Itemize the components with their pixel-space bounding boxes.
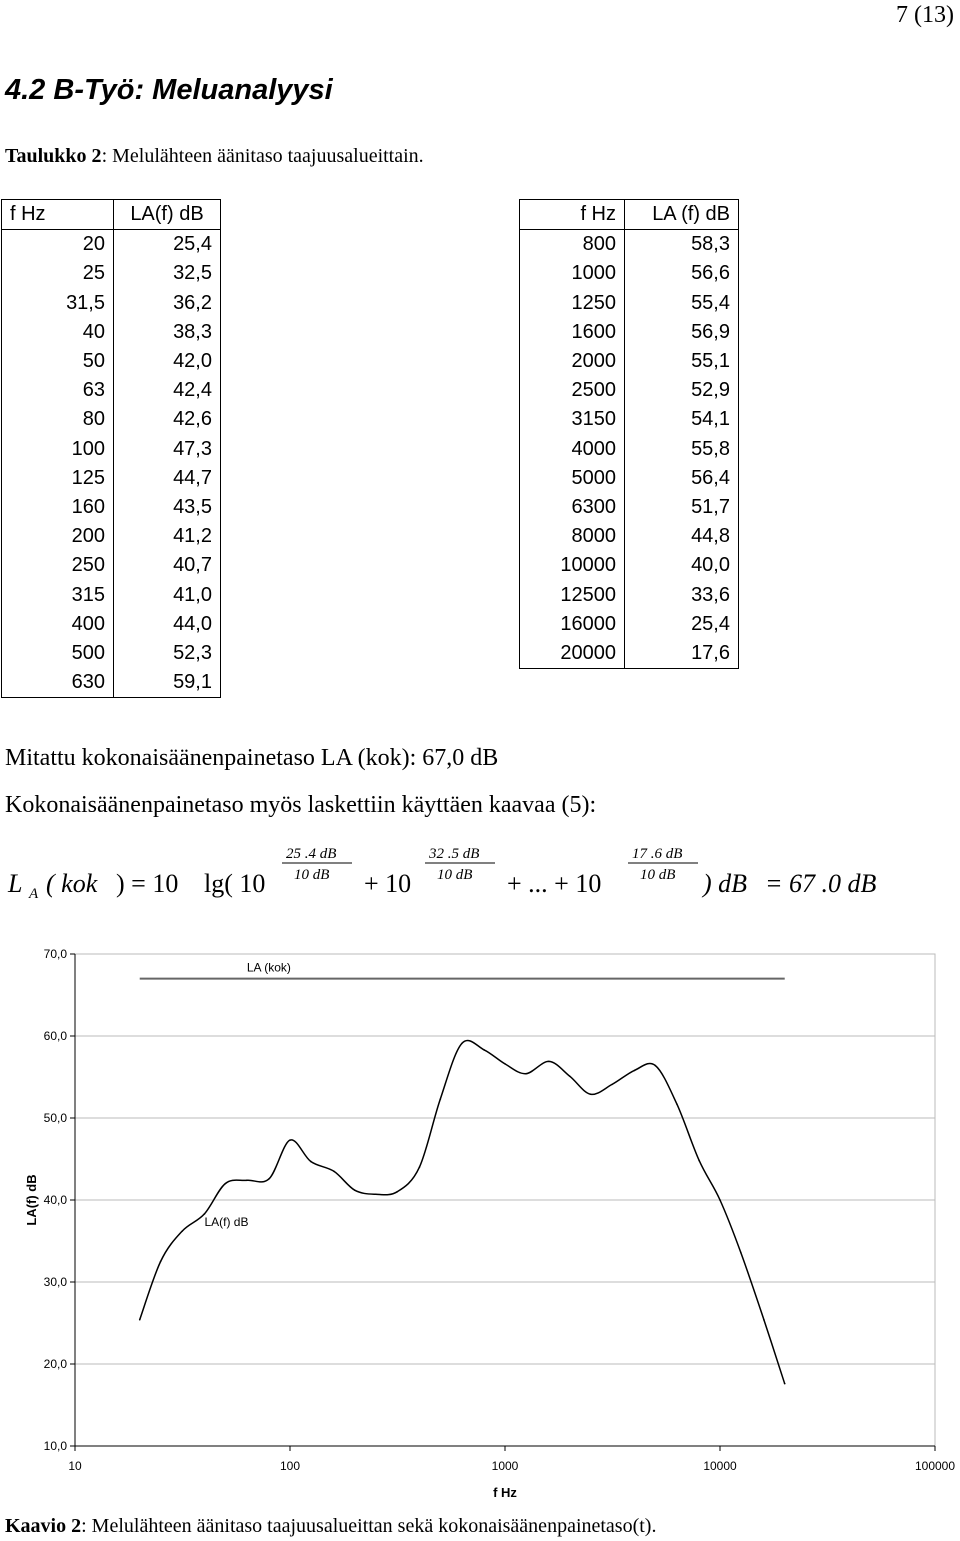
chart-series — [139, 979, 786, 1385]
y-tick-label: 60,0 — [43, 1029, 67, 1043]
frequency-cell: 50 — [2, 347, 114, 376]
chart-x-ticks — [68, 1446, 955, 1473]
formula-sub-A: A — [29, 886, 39, 902]
frequency-table-right — [519, 199, 739, 669]
data-point — [634, 1070, 636, 1072]
section-title: 4.2 B-Työ: Meluanalyysi — [5, 74, 333, 106]
x-tick-label: 10000 — [703, 1459, 737, 1473]
formula-exp1-numerator: 25 .4 dB — [286, 846, 337, 862]
frequency-cell: 20 — [2, 230, 114, 260]
frequency-cell: 6300 — [520, 493, 625, 522]
table-row — [2, 289, 221, 318]
frequency-cell: 2500 — [520, 376, 625, 405]
data-point — [784, 1383, 786, 1385]
data-point — [396, 1191, 398, 1193]
level-cell: 56,4 — [691, 466, 730, 489]
data-point — [698, 1160, 700, 1162]
table-row — [520, 318, 739, 347]
frequency-cell: 12500 — [520, 581, 625, 610]
table-row — [520, 435, 739, 464]
data-point — [590, 1093, 592, 1095]
frequency-cell: 16000 — [520, 610, 625, 639]
frequency-cell: 31,5 — [2, 289, 114, 318]
data-point — [333, 1171, 335, 1173]
frequency-cell: 40 — [2, 318, 114, 347]
data-point — [461, 1043, 463, 1045]
table-row — [520, 581, 739, 610]
frequency-cell: 160 — [2, 493, 114, 522]
level-cell: 17,6 — [691, 642, 730, 665]
level-chart — [0, 940, 960, 1500]
chart-grid — [75, 954, 935, 1446]
data-point — [611, 1084, 613, 1086]
table-row — [2, 493, 221, 522]
frequency-cell: 8000 — [520, 522, 625, 551]
table-row — [2, 551, 221, 580]
level-cell: 54,1 — [691, 408, 730, 431]
table-row — [2, 230, 221, 260]
series-label-la-kok: LA (kok) — [246, 960, 291, 975]
level-cell: 47,3 — [173, 437, 212, 460]
data-point — [525, 1073, 527, 1075]
y-tick-label: 70,0 — [43, 947, 67, 961]
x-axis-label: f Hz — [493, 1485, 517, 1500]
frequency-cell: 4000 — [520, 435, 625, 464]
level-cell: 56,6 — [691, 262, 730, 285]
level-cell: 52,3 — [173, 642, 212, 665]
data-point — [354, 1189, 356, 1191]
table-header-row — [520, 200, 739, 230]
table-row — [2, 435, 221, 464]
table-row — [2, 639, 221, 668]
frequency-cell: 25 — [2, 259, 114, 288]
level-cell: 36,2 — [173, 291, 212, 314]
level-cell: 55,4 — [691, 291, 730, 314]
data-point — [569, 1075, 571, 1077]
column-header-level: LA (f) dB — [625, 200, 739, 230]
column-header-frequency: f Hz — [520, 200, 625, 230]
table-row — [520, 259, 739, 288]
table-row — [520, 522, 739, 551]
table-caption-label: Taulukko 2 — [5, 145, 102, 167]
frequency-cell: 100 — [2, 435, 114, 464]
formula-plus-dots: + ... + 10 — [507, 869, 602, 898]
level-cell: 44,7 — [173, 466, 212, 489]
series-line-la-f — [140, 1040, 785, 1383]
frequency-table-left — [1, 199, 221, 698]
table-row — [2, 464, 221, 493]
table-row — [520, 551, 739, 580]
frequency-cell: 20000 — [520, 639, 625, 669]
page-number: 7 (13) — [896, 2, 954, 28]
level-cell: 44,0 — [173, 612, 212, 635]
level-cell: 58,3 — [691, 233, 730, 256]
frequency-cell: 125 — [2, 464, 114, 493]
table-row — [520, 230, 739, 260]
frequency-cell: 315 — [2, 581, 114, 610]
formula-exp2-numerator: 32 .5 dB — [429, 846, 480, 862]
table-caption — [5, 145, 424, 168]
frequency-cell: 630 — [2, 668, 114, 698]
level-cell: 59,1 — [173, 671, 212, 694]
data-point — [548, 1061, 550, 1063]
level-cell: 56,9 — [691, 320, 730, 343]
x-tick-label: 100000 — [914, 1459, 956, 1473]
level-cell: 41,0 — [173, 583, 212, 606]
table-caption-text: : Melulähteen äänitaso taajuusalueittain. — [101, 145, 424, 167]
table-row — [2, 347, 221, 376]
frequency-cell: 1250 — [520, 289, 625, 318]
column-header-frequency: f Hz — [2, 200, 114, 230]
data-point — [763, 1319, 765, 1321]
level-cell: 41,2 — [173, 525, 212, 548]
level-cell: 52,9 — [691, 379, 730, 402]
data-point — [224, 1183, 226, 1185]
level-cell: 40,0 — [691, 554, 730, 577]
table-row — [520, 639, 739, 669]
level-cell: 42,4 — [173, 379, 212, 402]
data-point — [483, 1049, 485, 1051]
frequency-cell: 3150 — [520, 405, 625, 434]
formula-lg: lg( 10 — [204, 869, 266, 898]
figure-caption — [5, 1515, 656, 1538]
frequency-cell: 80 — [2, 405, 114, 434]
formula-exp3-denominator: 10 dB — [640, 867, 676, 883]
level-cell: 38,3 — [173, 320, 212, 343]
formula-exp2-denominator: 10 dB — [437, 867, 473, 883]
formula-kok: ( kok — [46, 869, 98, 898]
frequency-cell: 5000 — [520, 464, 625, 493]
y-tick-label: 50,0 — [43, 1111, 67, 1125]
data-point — [654, 1065, 656, 1067]
table-row — [2, 610, 221, 639]
data-point — [246, 1180, 248, 1182]
data-point — [160, 1261, 162, 1263]
formula — [0, 838, 960, 908]
x-tick-label: 10 — [68, 1459, 82, 1473]
frequency-cell: 63 — [2, 376, 114, 405]
level-cell: 40,7 — [173, 554, 212, 577]
table-header-row — [2, 200, 221, 230]
frequency-cell: 200 — [2, 522, 114, 551]
table-row — [2, 318, 221, 347]
data-point — [676, 1103, 678, 1105]
x-tick-label: 1000 — [491, 1459, 519, 1473]
data-point — [439, 1098, 441, 1100]
formula-plus-1: + 10 — [364, 869, 412, 898]
chart-y-ticks — [44, 947, 75, 1453]
frequency-cell: 500 — [2, 639, 114, 668]
data-point — [310, 1161, 312, 1163]
level-cell: 32,5 — [173, 262, 212, 285]
level-cell: 42,6 — [173, 408, 212, 431]
table-row — [520, 405, 739, 434]
data-point — [719, 1199, 721, 1201]
level-cell: 44,8 — [691, 525, 730, 548]
table-row — [2, 581, 221, 610]
y-tick-label: 20,0 — [43, 1357, 67, 1371]
formula-exp3-numerator: 17 .6 dB — [632, 846, 683, 862]
data-point — [289, 1139, 291, 1141]
y-tick-label: 30,0 — [43, 1275, 67, 1289]
table-row — [2, 376, 221, 405]
data-point — [139, 1319, 141, 1321]
series-label-la-f: LA(f) dB — [204, 1215, 249, 1230]
table-row — [520, 376, 739, 405]
x-tick-label: 100 — [279, 1459, 301, 1473]
data-point — [419, 1166, 421, 1168]
column-header-level: LA(f) dB — [114, 200, 221, 230]
formula-exp1-denominator: 10 dB — [294, 867, 330, 883]
level-cell: 55,8 — [691, 437, 730, 460]
table-row — [520, 289, 739, 318]
formula-L: L — [8, 869, 23, 898]
level-cell: 25,4 — [691, 612, 730, 635]
level-cell: 51,7 — [691, 496, 730, 519]
formula-close-db: ) dB — [703, 869, 748, 898]
frequency-cell: 2000 — [520, 347, 625, 376]
frequency-cell: 1600 — [520, 318, 625, 347]
frequency-cell: 800 — [520, 230, 625, 260]
data-point — [268, 1178, 270, 1180]
level-cell: 55,1 — [691, 350, 730, 373]
formula-result: = 67 .0 dB — [765, 869, 877, 898]
table-row — [2, 668, 221, 698]
level-cell: 33,6 — [691, 583, 730, 606]
table-row — [2, 259, 221, 288]
table-row — [520, 610, 739, 639]
table-row — [520, 464, 739, 493]
level-cell: 43,5 — [173, 496, 212, 519]
formula-intro: Kokonaisäänenpainetaso myös laskettiin käyttäen kaavaa (5): — [5, 792, 597, 818]
data-point — [181, 1230, 183, 1232]
y-axis-label: LA(f) dB — [24, 1174, 39, 1226]
data-point — [740, 1252, 742, 1254]
formula-equals-10: ) = 10 — [116, 869, 179, 898]
figure-caption-label: Kaavio 2 — [5, 1515, 82, 1537]
measured-total-level: Mitattu kokonaisäänenpainetaso LA (kok): 67,0 dB — [5, 745, 499, 771]
frequency-cell: 250 — [2, 551, 114, 580]
chart-labels — [204, 961, 290, 1230]
frequency-cell: 10000 — [520, 551, 625, 580]
table-row — [2, 522, 221, 551]
data-point — [375, 1193, 377, 1195]
data-point — [504, 1063, 506, 1065]
level-cell: 42,0 — [173, 350, 212, 373]
y-tick-label: 40,0 — [43, 1193, 67, 1207]
level-cell: 25,4 — [173, 233, 212, 256]
table-row — [2, 405, 221, 434]
table-row — [520, 493, 739, 522]
table-row — [520, 347, 739, 376]
y-tick-label: 10,0 — [43, 1439, 67, 1453]
figure-caption-text: : Melulähteen äänitaso taajuusalueittan sekä kokonaisäänenpainetaso(t). — [81, 1515, 657, 1537]
frequency-cell: 1000 — [520, 259, 625, 288]
frequency-cell: 400 — [2, 610, 114, 639]
